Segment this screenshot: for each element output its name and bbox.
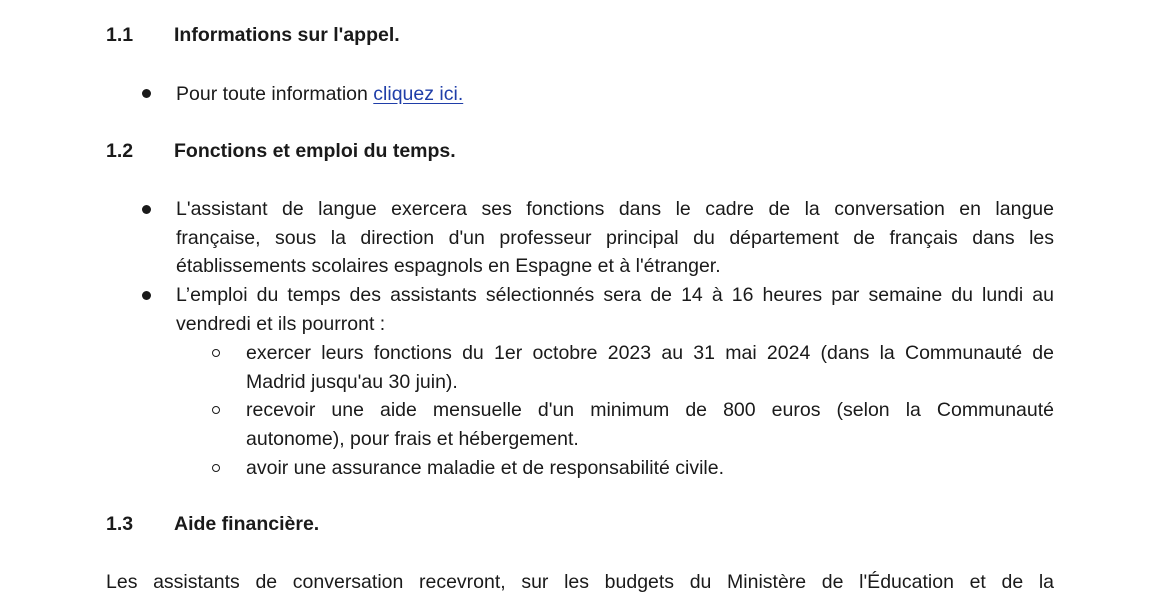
section-title: Fonctions et emploi du temps. (174, 140, 456, 162)
info-link[interactable]: cliquez ici. (373, 83, 464, 105)
section-number: 1.1 (106, 24, 134, 46)
financial-aid-paragraph (106, 568, 1054, 597)
section-heading-1-2 (106, 138, 456, 164)
bullet-item-info (176, 80, 1054, 109)
section-number: 1.2 (106, 140, 134, 162)
section-number: 1.3 (106, 513, 134, 535)
paragraph-line: L’emploi du temps des assistants sélectionnés sera de 14 à 16 heures par semaine du lundi au (176, 284, 1054, 306)
section-heading-1-3 (106, 511, 319, 537)
paragraph-line: française, sous la direction d'un professeur principal du département de français dans les (176, 226, 1054, 249)
paragraph-line: avoir une assurance maladie et de responsabilité civile. (246, 457, 725, 479)
bullet-icon (142, 205, 151, 214)
sub-bullet-icon (212, 406, 220, 414)
section-heading-1-1 (106, 22, 400, 48)
paragraph-line: exercer leurs fonctions du 1er octobre 2023 au 31 mai 2024 (dans la Communauté de (246, 342, 1054, 364)
paragraph-line: Les assistants de conversation recevront, sur les budgets du Ministère de l'Éducation et de la (106, 571, 1054, 593)
paragraph-line: recevoir une aide mensuelle d'un minimum de 800 euros (selon la Communauté (246, 399, 1054, 421)
section-title: Aide financière. (174, 513, 320, 535)
sub-item-dates (246, 339, 1054, 396)
bullet-item-schedule (176, 281, 1054, 338)
sub-item-allowance (246, 396, 1054, 453)
paragraph-line: vendredi et ils pourront : (176, 312, 386, 335)
bullet-text: Pour toute information (176, 83, 374, 105)
paragraph-line: Madrid jusqu'au 30 juin). (246, 370, 458, 393)
sub-bullet-icon (212, 464, 220, 472)
bullet-icon (142, 89, 151, 98)
paragraph-line: L'assistant de langue exercera ses fonctions dans le cadre de la conversation en langue (176, 198, 1054, 220)
sub-bullet-icon (212, 349, 220, 357)
bullet-icon (142, 291, 151, 300)
section-title: Informations sur l'appel. (174, 24, 400, 46)
sub-item-insurance (246, 454, 1054, 483)
paragraph-line: établissements scolaires espagnols en Espagne et à l'étranger. (176, 255, 721, 278)
bullet-item-functions (176, 195, 1054, 281)
paragraph-line: autonome), pour frais et hébergement. (246, 427, 579, 450)
